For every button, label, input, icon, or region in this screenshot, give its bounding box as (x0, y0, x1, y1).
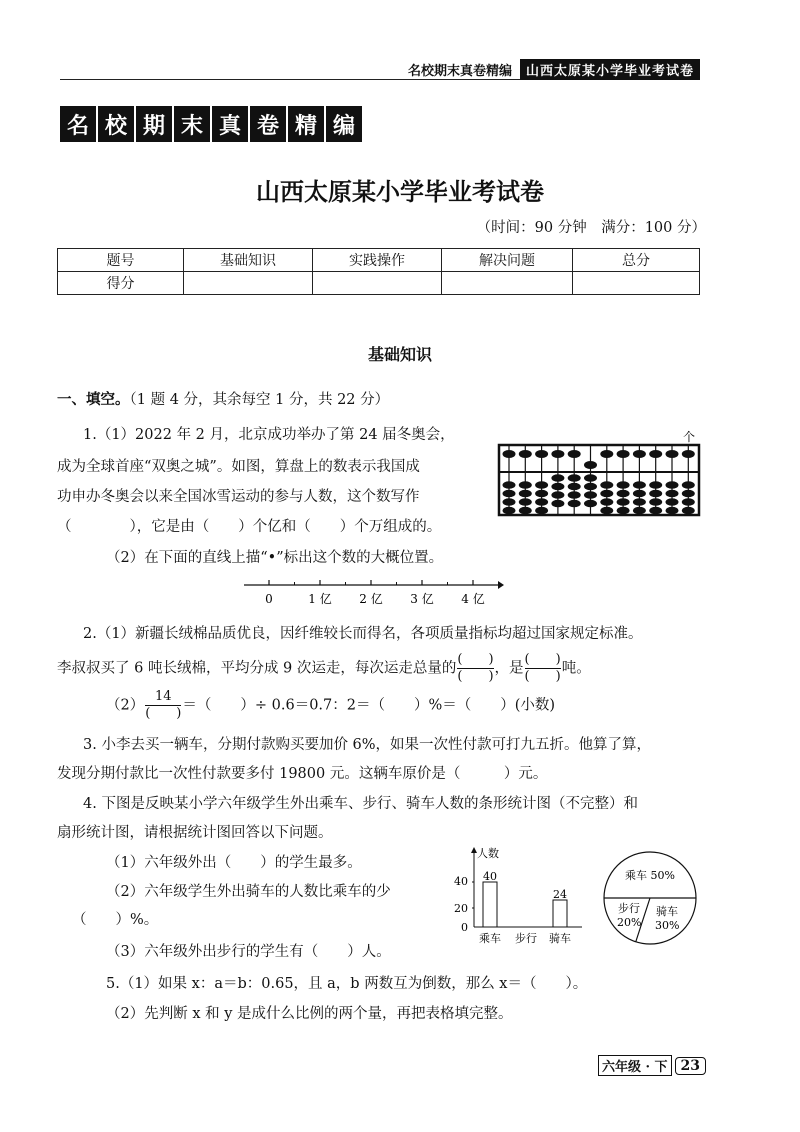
abacus-bead (535, 450, 548, 458)
banner-char: 期 (136, 106, 172, 142)
table-header-cell: 总分 (573, 249, 700, 272)
pie-slice-label-pct: 20% (617, 916, 642, 929)
abacus-bead (600, 490, 613, 498)
q2-part2-rest: ＝（ ）÷ 0.6＝0.7：2＝（ ）%＝（ ）(小数) (182, 697, 556, 714)
abacus-bead (551, 474, 564, 482)
abacus-bead (519, 481, 532, 489)
abacus-bead (682, 481, 695, 489)
abacus-bead (617, 450, 630, 458)
abacus-bead (568, 491, 581, 499)
abacus-bead (617, 498, 630, 506)
pie-slice-label-zh: 步行 (618, 902, 640, 915)
banner-char: 编 (326, 106, 362, 142)
q3-line1: 3. 小李去买一辆车，分期付款购买要加价 6%，如果一次性付款可打九五折。他算了算， (83, 737, 652, 753)
part-heading (57, 390, 389, 410)
table-row (58, 272, 700, 295)
q1-line3: 功申办冬奥会以来全国冰雪运动的参与人数，这个数写作 (57, 489, 420, 505)
time-info: （时间：90 分钟 满分：100 分） (476, 220, 706, 236)
abacus-bead (503, 507, 516, 515)
abacus-bead (551, 500, 564, 508)
part-heading-label: 一、填空。 (57, 392, 130, 408)
abacus-bead (666, 490, 679, 498)
table-header-cell: 实践操作 (313, 249, 442, 272)
q2-line2-end: 吨。 (561, 660, 591, 677)
abacus-bead (551, 491, 564, 499)
abacus-bead (682, 498, 695, 506)
section-title: 基础知识 (367, 345, 432, 364)
abacus-bead (682, 490, 695, 498)
running-header (60, 60, 700, 82)
abacus-bead (551, 450, 564, 458)
bar-category-label: 步行 (515, 932, 537, 945)
q2-line2-text: 李叔叔买了 6 吨长绒棉，平均分成 9 次运走，每次运走总量的 (57, 660, 457, 677)
q2-line1: 2.（1）新疆长绒棉品质优良，因纤维较长而得名，各项质量指标均超过国家规定标准。 (83, 626, 643, 642)
score-cell[interactable] (313, 272, 442, 295)
abacus-bead (600, 498, 613, 506)
q2-part2-prefix: （2） (106, 697, 145, 714)
pie-chart-svg (602, 850, 698, 946)
q5-line1: 5.（1）如果 x：a＝b：0.65，且 a，b 两数互为倒数，那么 x＝（ ）。 (106, 976, 588, 992)
numline-label: 0 (265, 592, 273, 606)
table-header-cell: 解决问题 (442, 249, 573, 272)
abacus-bead (600, 507, 613, 515)
pie-slice-label-zh: 骑车 (656, 905, 678, 918)
page-footer (598, 1055, 706, 1076)
abacus-bead (649, 490, 662, 498)
score-cell[interactable] (184, 272, 313, 295)
abacus-bead (551, 483, 564, 491)
abacus-svg (497, 428, 702, 518)
abacus-ones-label: 个 (683, 430, 696, 444)
bar-chart (448, 845, 588, 945)
q1-line2: 成为全球首座“双奥之城”。如图，算盘上的数表示我国成 (57, 459, 420, 475)
abacus-rods (503, 445, 695, 515)
abacus-bead (584, 500, 597, 508)
part-heading-note: （1 题 4 分，其余每空 1 分，共 22 分） (129, 392, 390, 408)
abacus-bead (633, 450, 646, 458)
abacus-bead (649, 481, 662, 489)
abacus-bead (682, 507, 695, 515)
abacus-bead (649, 498, 662, 506)
abacus-bead (617, 490, 630, 498)
bar-category-label: 乘车 (479, 932, 501, 945)
banner-char: 名 (60, 106, 96, 142)
abacus-bead (633, 481, 646, 489)
abacus-bead (617, 481, 630, 489)
q2-line2-mid: ，是 (494, 660, 524, 677)
q4-line1: 4. 下图是反映某小学六年级学生外出乘车、步行、骑车人数的条形统计图（不完整）和 (83, 796, 638, 812)
number-line[interactable] (244, 578, 504, 608)
q4-sub2: （2）六年级学生外出骑车的人数比乘车的少 (106, 884, 391, 900)
abacus-bead (503, 481, 516, 489)
bar-chart-svg (448, 845, 588, 945)
abacus-bead (519, 450, 532, 458)
q5-line2: （2）先判断 x 和 y 是成什么比例的两个量，再把表格填完整。 (106, 1006, 513, 1022)
q4-line2: 扇形统计图，请根据统计图回答以下问题。 (57, 825, 333, 841)
number-line-ticks (269, 580, 473, 585)
abacus-bead (568, 483, 581, 491)
abacus-bead (666, 450, 679, 458)
q1-line5: （2）在下面的直线上描“•”标出这个数的大概位置。 (106, 550, 444, 566)
fraction-14-blank[interactable]: $\frac{14}{( )}$ (145, 689, 182, 721)
abacus-bead (666, 507, 679, 515)
table-header-cell: 基础知识 (184, 249, 313, 272)
abacus-bead (584, 461, 597, 469)
page-title: 山西太原某小学毕业考试卷 (256, 178, 544, 206)
abacus-bead (649, 507, 662, 515)
pie-slice-label-pct: 30% (655, 919, 680, 932)
abacus-bead (666, 481, 679, 489)
numline-label: 3 亿 (410, 592, 434, 606)
table-header-cell: 题号 (58, 249, 184, 272)
row-label: 得分 (58, 272, 184, 295)
abacus-bead (503, 490, 516, 498)
abacus-bead (600, 481, 613, 489)
q4-sub1: （1）六年级外出（ ）的学生最多。 (106, 855, 362, 871)
bar-data-label: 40 (483, 870, 497, 883)
score-cell[interactable] (442, 272, 573, 295)
abacus-bead (633, 490, 646, 498)
bar-chengche (483, 882, 497, 927)
running-header-left: 名校期末真卷精编 (407, 64, 512, 79)
abacus-figure (497, 428, 702, 518)
number-line-svg (244, 578, 504, 608)
score-cell[interactable] (573, 272, 700, 295)
abacus-bead (682, 450, 695, 458)
abacus-bead (584, 483, 597, 491)
fraction-blank[interactable]: $\frac{( )}{( )}$ (524, 652, 561, 684)
abacus-bead (633, 498, 646, 506)
q1-line1: 1.（1）2022 年 2 月，北京成功举办了第 24 届冬奥会， (83, 427, 455, 443)
abacus-bead (617, 507, 630, 515)
abacus-bead (649, 450, 662, 458)
abacus-bead (568, 450, 581, 458)
bar-ylabel: 人数 (477, 847, 499, 860)
abacus-bead (503, 498, 516, 506)
abacus-bead (519, 490, 532, 498)
numline-label: 1 亿 (308, 592, 332, 606)
fraction-blank[interactable]: $\frac{( )}{( )}$ (457, 652, 494, 684)
q4-sub3: （3）六年级外出步行的学生有（ ）人。 (106, 944, 391, 960)
banner-char: 精 (288, 106, 324, 142)
bar-ytick: 40 (454, 875, 468, 888)
bar-ytick: 20 (454, 902, 468, 915)
pie-chart (602, 850, 698, 946)
abacus-bead (568, 474, 581, 482)
grade-label: 六年级 · 下 (598, 1055, 672, 1076)
abacus-bead (584, 474, 597, 482)
abacus-bead (666, 498, 679, 506)
abacus-bead (584, 491, 597, 499)
q1-line4: （ ），它是由（ ）个亿和（ ）个万组成的。 (57, 519, 442, 535)
numline-label: 4 亿 (461, 592, 485, 606)
abacus-bead (519, 498, 532, 506)
table-row (58, 249, 700, 272)
numline-label: 2 亿 (359, 592, 383, 606)
bar-qiche (553, 900, 567, 927)
bar-category-label: 骑车 (549, 932, 571, 945)
abacus-bead (519, 507, 532, 515)
abacus-bead (503, 450, 516, 458)
abacus-bead (633, 507, 646, 515)
abacus-bead (535, 507, 548, 515)
q4-sub2-blank: （ ）%。 (72, 912, 159, 928)
q2-part2 (106, 690, 555, 721)
abacus-bead (535, 481, 548, 489)
pie-slice-label: 乘车 50% (625, 869, 675, 882)
score-table (57, 248, 700, 295)
running-header-right: 山西太原某小学毕业考试卷 (520, 59, 700, 80)
page-number: 23 (675, 1057, 706, 1075)
banner-char: 末 (174, 106, 210, 142)
banner-char: 校 (98, 106, 134, 142)
banner-char: 真 (212, 106, 248, 142)
abacus-bead (535, 498, 548, 506)
abacus-bead (535, 490, 548, 498)
bar-data-label: 24 (553, 888, 567, 901)
abacus-bead (568, 500, 581, 508)
bar-ytick: 0 (461, 921, 468, 934)
banner-char: 卷 (250, 106, 286, 142)
series-banner (60, 106, 362, 140)
abacus-bead (600, 450, 613, 458)
q2-line2 (57, 653, 591, 684)
q3-line2: 发现分期付款比一次性付款要多付 19800 元。这辆车原价是（ ）元。 (57, 766, 548, 782)
